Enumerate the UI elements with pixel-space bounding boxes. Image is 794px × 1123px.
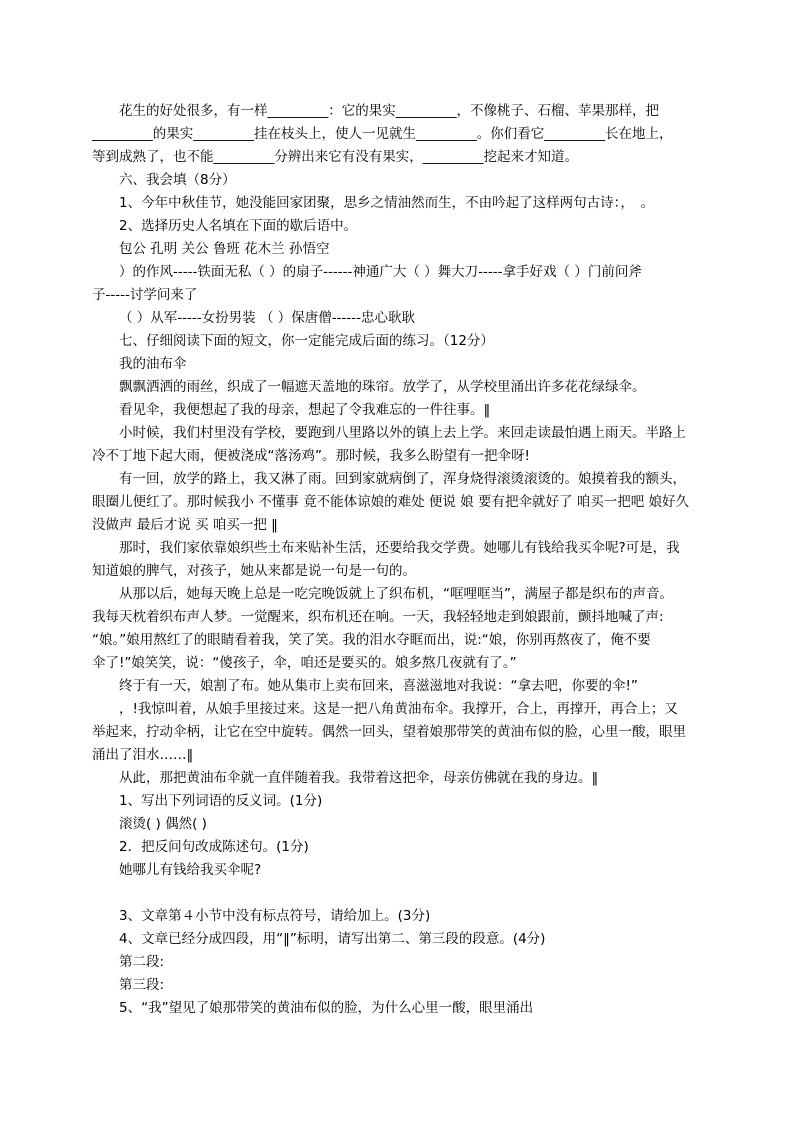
document-page [92, 100, 706, 1020]
text-line: 知道娘的脾气，对孩子，她从来都是说一句是一句的。 [92, 563, 416, 579]
text-line: 冷不丁地下起大雨，便被浇成“落汤鸡”。那时候，我多么盼望有一把伞呀! [92, 448, 530, 464]
text-line: 我每天枕着织布声人梦。一觉醒来，织布机还在响。一天，我轻轻地走到娘跟前，颤抖地喊了声: [92, 609, 664, 625]
question-line: 1、写出下列词语的反义词。(1分) [119, 793, 323, 809]
text-line: 子-----讨学问来了 [92, 287, 198, 303]
text-line: 伞了!”娘笑笑，说：“傻孩子，伞，咱还是要买的。娘多熬几夜就有了。” [92, 655, 517, 671]
text-line: 看见伞，我便想起了我的母亲，想起了令我难忘的一件往事。‖ [119, 402, 491, 418]
text-line: 从此，那把黄油布伞就一直伴随着我。我带着这把伞，母亲仿佛就在我的身边。‖ [119, 770, 599, 786]
text-line: 花生的好处很多，有一样_________：它的果实_________，不像桃子、石榴、苹果那样，把 [119, 103, 659, 119]
question-line: 4、文章已经分成四段，用“‖”标明，请写出第二、第三段的段意。(4分) [119, 931, 546, 947]
text-line: 小时候，我们村里没有学校，要跑到八里路以外的镇上去上学。来回走读最怕遇上雨天。半路上 [119, 425, 686, 441]
text-line: 没做声 最后才说 买 咱买一把 ‖ [92, 517, 278, 533]
text-line: _________的果实_________挂在枝头上，使人一见就生_________。你们看它_________长在地上， [92, 126, 673, 142]
question-line: 3、文章第４小节中没有标点符号，请给加上。(3分) [119, 908, 431, 924]
question-line: 她哪儿有钱给我买伞呢? [119, 862, 262, 878]
text-line: 从那以后，她每天晚上总是一吃完晚饭就上了织布机，“哐哩哐当”，满屋子都是织布的声音。 [119, 586, 673, 602]
text-line: 眼圈儿便红了。那时候我小 不懂事 竟不能体谅娘的难处 便说 娘 要有把伞就好了 咱买一把吧 娘好久 [92, 494, 690, 510]
article-title: 我的油布伞 [119, 356, 187, 372]
question-line: 5、“我”望见了娘那带笑的黄油布似的脸，为什么心里一酸，眼里涌出 [119, 1000, 534, 1016]
section-heading: 七、仔细阅读下面的短文，你一定能完成后面的练习。（12分） [119, 333, 494, 349]
question-line: 2、选择历史人名填在下面的歇后语中。 [119, 218, 358, 234]
text-line: ，!我惊叫着，从娘手里接过来。这是一把八角黄油布伞。我撑开，合上，再撑开，再合上；又 [119, 701, 678, 717]
text-line: ）的作风-----铁面无私（ ）的扇子------神通广大（ ）舞大刀-----拿手好戏（ ）门前问斧 [119, 264, 642, 280]
text-line: “娘。”娘用熬红了的眼睛看着我，笑了笑。我的泪水夺眶而出，说:“娘，你别再熬夜了，俺不要 [92, 632, 651, 648]
name-options: 包公 孔明 关公 鲁班 花木兰 孙悟空 [119, 241, 330, 257]
text-line: 涌出了泪水……‖ [92, 747, 194, 763]
blank-line [92, 882, 706, 905]
text-line: （ ）从军-----女扮男装 （ ）保唐僧------忠心耿耿 [119, 310, 415, 326]
text-line: 有一回，放学的路上，我又淋了雨。回到家就病倒了，浑身烧得滚烫滚烫的。娘摸着我的额头， [119, 471, 686, 487]
answer-label: 第二段: [119, 954, 165, 970]
text-line: 飘飘洒洒的雨丝，织成了一幅遮天盖地的珠帘。放学了，从学校里涌出许多花花绿绿伞。 [119, 379, 646, 395]
text-line: 举起来，拧动伞柄，让它在空中旋转。偶然一回头，望着娘那带笑的黄油布似的脸，心里一酸，眼里 [92, 724, 686, 740]
section-heading: 六、我会填（8分） [119, 172, 236, 188]
question-line: 滚烫( ) 偶然( ) [119, 816, 207, 832]
question-line: 1、今年中秋佳节，她没能回家团聚，思乡之情油然而生，不由吟起了这样两句古诗：， 。 [119, 195, 655, 211]
text-line: 终于有一天，娘割了布。她从集市上卖布回来，喜滋滋地对我说：“拿去吧，你要的伞!” [119, 678, 638, 694]
text-line: 等到成熟了，也不能_________分辨出来它有没有果实，_________挖起来才知道。 [92, 149, 578, 165]
answer-label: 第三段: [119, 977, 165, 993]
text-line: 那时，我们家依靠娘织些土布来贴补生活，还要给我交学费。她哪儿有钱给我买伞呢?可是，我 [119, 540, 680, 556]
question-line: 2．把反问句改成陈述句。(1分) [119, 839, 309, 855]
